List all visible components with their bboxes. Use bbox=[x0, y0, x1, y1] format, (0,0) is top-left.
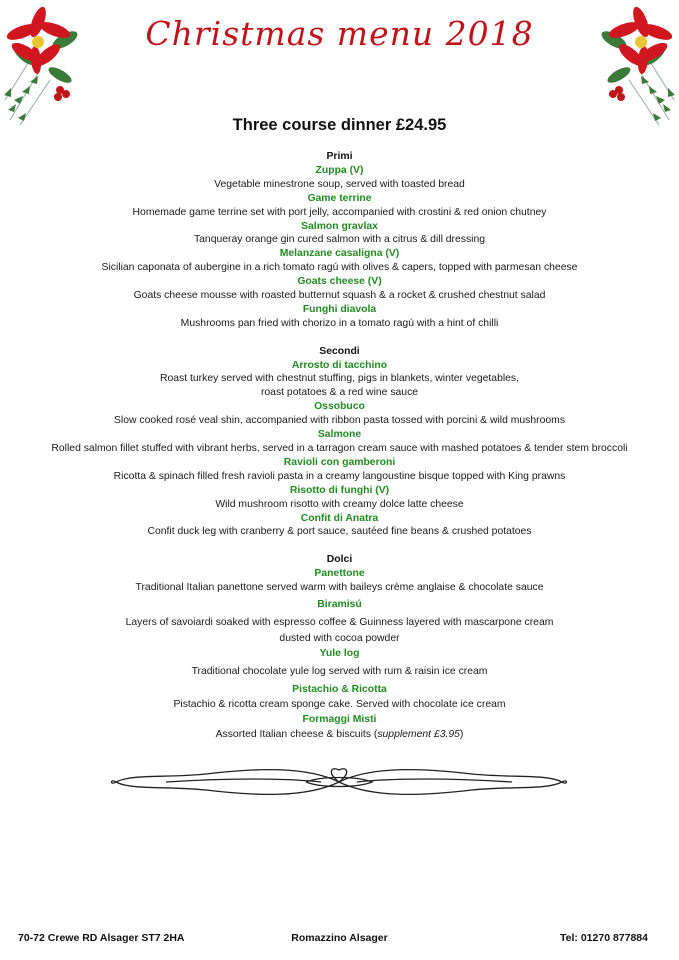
dish-description: Pistachio & ricotta cream sponge cake. Served with chocolate ice cream bbox=[173, 698, 506, 710]
dish-name: Goats cheese (V) bbox=[297, 276, 382, 288]
section-heading-primi: Primi bbox=[326, 151, 353, 162]
dish-description: Goats cheese mousse with roasted butternut squash & a rocket & crushed chestnut salad bbox=[133, 290, 546, 302]
menu-body bbox=[0, 150, 679, 743]
dish-description: Slow cooked rosé veal shin, accompanied with ribbon pasta tossed with porcini & wild mushrooms bbox=[113, 415, 566, 427]
dish-description: Traditional chocolate yule log served with rum & raisin ice cream bbox=[191, 665, 488, 677]
dish-description: Vegetable minestrone soup, served with toasted bread bbox=[214, 178, 465, 190]
dish-name: Game terrine bbox=[307, 192, 372, 204]
footer-restaurant-name: Romazzino Alsager bbox=[291, 932, 388, 944]
dish-description-continued: roast potatoes & a red wine sauce bbox=[260, 387, 419, 399]
dish-name: Pistachio & Ricotta bbox=[292, 683, 387, 695]
page-title: Christmas menu 2018 bbox=[145, 14, 534, 53]
footer-telephone: Tel: 01270 877884 bbox=[560, 932, 648, 944]
dish-description-continued: dusted with cocoa powder bbox=[279, 632, 400, 644]
dish-name: Salmone bbox=[317, 429, 362, 441]
dish-description: Roast turkey served with chestnut stuffing, pigs in blankets, winter vegetables, bbox=[159, 373, 520, 385]
dish-description-end: ) bbox=[459, 728, 464, 740]
section-heading-secondi: Secondi bbox=[319, 345, 360, 357]
dish-name: Confit di Anatra bbox=[300, 512, 379, 524]
dish-description: Rolled salmon fillet stuffed with vibrant herbs, served in a tarragon cream sauce with mashed potatoes & tender stem broccoli bbox=[51, 443, 628, 455]
dish-description: Wild mushroom risotto with creamy dolce latte cheese bbox=[215, 498, 464, 510]
dish-name: Arrosto di tacchino bbox=[291, 359, 388, 371]
dish-name: Melanzane casaligna (V) bbox=[279, 248, 400, 260]
dish-name: Panettone bbox=[314, 568, 365, 580]
section-heading-dolci: Dolci bbox=[326, 554, 353, 566]
supplement-note: supplement £3.95 bbox=[377, 728, 460, 740]
dish-description: Mushrooms pan fried with chorizo in a tomato ragú with a hint of chilli bbox=[180, 317, 499, 329]
dish-name: Yule log bbox=[319, 647, 360, 659]
dish-description: Homemade game terrine set with port jelly, accompanied with crostini & red onion chutney bbox=[132, 206, 547, 218]
dish-description: Layers of savoiardi soaked with espresso coffee & Guinness layered with mascarpone cream bbox=[125, 616, 554, 628]
dish-name: Formaggi Misti bbox=[302, 713, 377, 725]
dish-name: Biramisú bbox=[317, 598, 362, 610]
dish-description: Ricotta & spinach filled fresh ravioli pasta in a creamy langoustine bisque topped with King prawns bbox=[113, 470, 566, 482]
dish-description-text: Assorted Italian cheese & biscuits ( bbox=[215, 728, 378, 740]
dish-name: Funghi diavola bbox=[302, 303, 377, 315]
dish-description bbox=[0, 727, 679, 743]
dish-name: Ravioli con gamberoni bbox=[283, 456, 396, 468]
footer-address: 70-72 Crewe RD Alsager ST7 2HA bbox=[18, 932, 185, 944]
dish-description: Sicilian caponata of aubergine in a rich tomato ragú with olives & capers, topped with parmesan cheese bbox=[101, 262, 578, 274]
dish-name: Ossobuco bbox=[314, 401, 365, 413]
dish-name: Risotto di funghi (V) bbox=[289, 484, 390, 496]
dish-description: Confit duck leg with cranberry & port sauce, sautéed fine beans & crushed potatoes bbox=[147, 526, 532, 538]
dish-name: Salmon gravlax bbox=[301, 220, 378, 232]
scroll-flourish-icon bbox=[106, 764, 572, 800]
dish-description: Tanqueray orange gin cured salmon with a citrus & dill dressing bbox=[193, 234, 486, 246]
price-heading: Three course dinner £24.95 bbox=[232, 116, 447, 134]
dish-description: Traditional Italian panettone served warm with baileys crème anglaise & chocolate sauce bbox=[135, 582, 544, 594]
dish-name: Zuppa (V) bbox=[315, 164, 364, 176]
footer bbox=[0, 932, 679, 948]
